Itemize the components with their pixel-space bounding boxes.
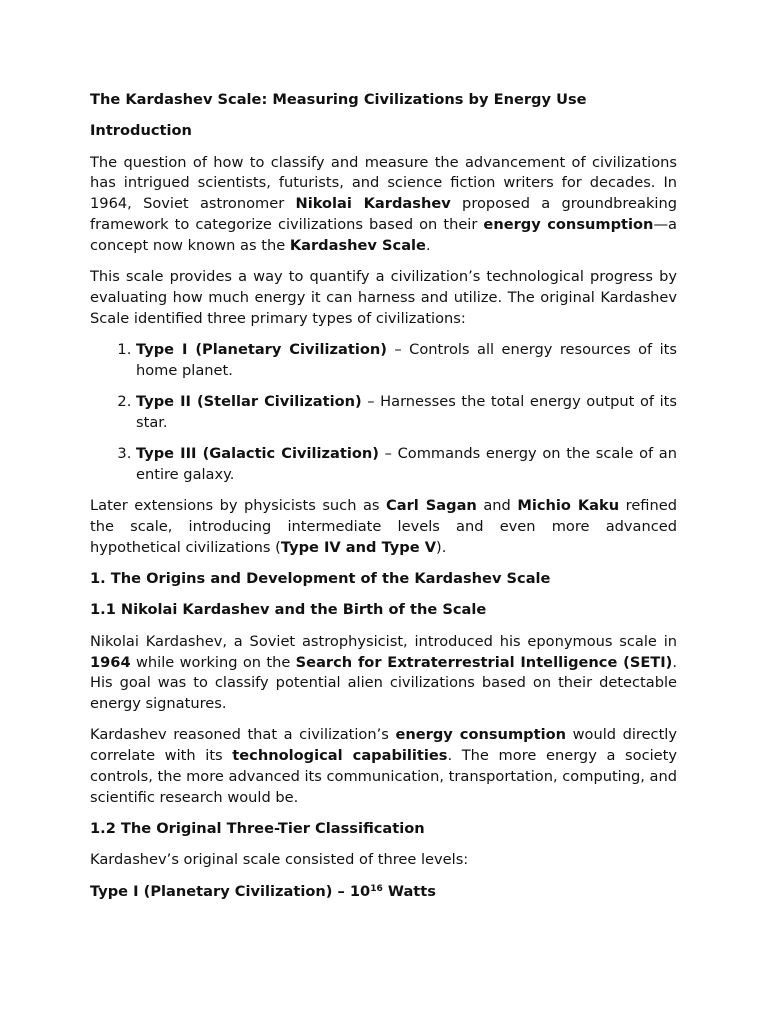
text-run: Later extensions by physicists such as: [90, 497, 387, 515]
bold-run: Search for Extraterrestrial Intelligence (SETI): [295, 653, 673, 671]
text-run: —a concept now known as the: [90, 215, 677, 254]
section-heading-introduction: Introduction: [90, 122, 192, 140]
bold-run: technological capabilities: [232, 747, 448, 765]
document-page: [90, 90, 677, 913]
text-run: Nikolai Kardashev, a Soviet astrophysicist, introduced his eponymous scale in: [90, 632, 677, 650]
bold-run: Carl Sagan: [386, 497, 477, 515]
text-run: ).: [436, 538, 447, 556]
section-1-2-paragraph-1: Kardashev’s original scale consisted of three levels:: [90, 851, 469, 869]
type-1-exponent: 16: [370, 883, 383, 894]
subsection-heading-1-1: 1.1 Nikolai Kardashev and the Birth of the Scale: [90, 601, 487, 619]
bold-run: Nikolai Kardashev: [295, 195, 451, 213]
type-description: – Commands energy on the scale of an entire galaxy.: [136, 445, 677, 483]
list-item: [136, 340, 677, 382]
text-run: . The more energy a society controls, the more advanced its communication, transportation, computing, and scientific research would be.: [90, 747, 677, 806]
text-run: while working on the: [130, 653, 296, 671]
text-run: and: [476, 497, 518, 515]
text-run: . His goal was to classify potential alien civilizations based on their detectable energy signatures.: [90, 653, 677, 713]
section-1-1-paragraph-1: [90, 632, 677, 715]
bold-run: 1964: [90, 653, 131, 671]
intro-paragraph-3: [90, 496, 677, 558]
text-run: proposed a groundbreaking framework to categorize civilizations based on their: [90, 195, 678, 233]
subsection-heading-1-2: 1.2 The Original Three-Tier Classification: [90, 820, 425, 838]
bold-run: energy consumption: [395, 726, 566, 744]
document-title: The Kardashev Scale: Measuring Civilizations by Energy Use: [90, 91, 587, 108]
type-description: – Controls all energy resources of its home planet.: [136, 340, 677, 379]
bold-run: Kardashev Scale: [289, 236, 426, 254]
type-1-label: Type I (Planetary Civilization) – 10: [90, 882, 371, 900]
section-1-1-paragraph-2: [90, 725, 677, 808]
type-name: Type III (Galactic Civilization): [136, 445, 379, 463]
type-1-unit: Watts: [382, 882, 436, 900]
bold-run: Michio Kaku: [517, 497, 620, 515]
text-run: would directly correlate with its: [90, 726, 677, 765]
text-run: Kardashev reasoned that a civilization’s: [90, 726, 396, 744]
text-run: The question of how to classify and measure the advancement of civilizations has intrigued scientists, futurists, and science fiction writers for decades. In 1964, Soviet astronomer: [90, 153, 677, 213]
list-item: [136, 392, 677, 434]
civilization-types-list: [90, 340, 677, 486]
text-run: refined the scale, introducing intermediate levels and even more advanced hypothetical civilizations (: [90, 497, 677, 556]
bold-run: energy consumption: [483, 215, 654, 233]
type-1-heading: [90, 882, 677, 903]
text-run: .: [425, 236, 431, 254]
bold-run: Type IV and Type V: [280, 538, 437, 556]
list-item: [136, 444, 677, 486]
section-heading-1: 1. The Origins and Development of the Kardashev Scale: [90, 570, 551, 588]
type-description: – Harnesses the total energy output of its star.: [136, 393, 677, 431]
type-name: Type I (Planetary Civilization): [136, 340, 387, 358]
type-name: Type II (Stellar Civilization): [136, 393, 362, 411]
intro-paragraph-1: [90, 153, 677, 257]
intro-paragraph-2: This scale provides a way to quantify a civilization’s technological progress by evaluating how much energy it can harness and utilize. The original Kardashev Scale identified three primary types of civilizations:: [90, 268, 677, 327]
